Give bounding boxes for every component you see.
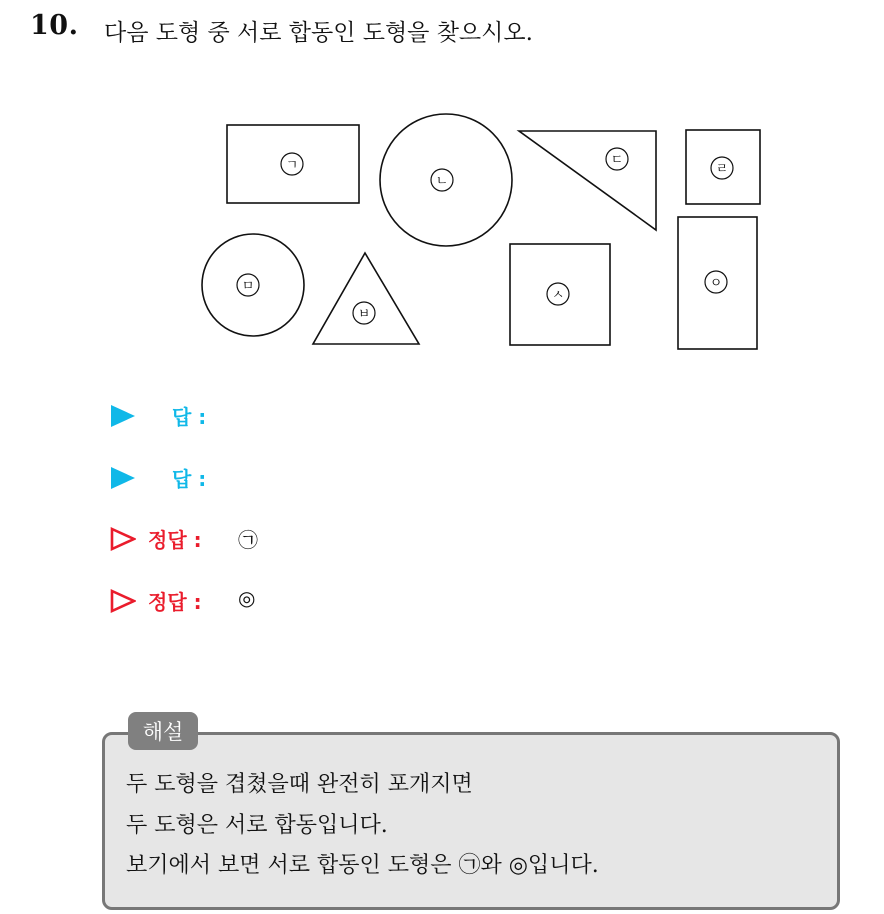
question-text: 다음 도형 중 서로 합동인 도형을 찾으시오.	[104, 20, 533, 46]
outline-arrow-icon	[110, 589, 136, 613]
explanation-line-1: 두 도형을 겹쳤을때 완전히 포개지면	[126, 772, 473, 797]
answer-label: 답 :	[172, 405, 207, 429]
correct-answer-value: ◎	[238, 586, 256, 610]
figure-label-e: ㅁ	[241, 279, 255, 294]
figure-triangle-c	[519, 131, 656, 230]
figure-label-g: ㅅ	[551, 288, 565, 303]
correct-answer-label: 정답 :	[148, 590, 202, 614]
explanation-line-2: 두 도형은 서로 합동입니다.	[126, 813, 388, 838]
correct-answer-value: ㉠	[238, 528, 258, 552]
correct-answer-label: 정답 :	[148, 528, 202, 552]
explanation-tab: 해설	[128, 712, 198, 750]
figure-label-d: ㄹ	[715, 162, 729, 177]
figure-label-c: ㄷ	[610, 153, 624, 168]
question-number: 10.	[30, 10, 79, 41]
figures-diagram	[0, 0, 884, 370]
explanation-line-3: 보기에서 보면 서로 합동인 도형은 ㉠와 ◎입니다.	[126, 853, 599, 878]
figure-label-a: ㄱ	[285, 158, 299, 173]
answer-label: 답 :	[172, 467, 207, 491]
figure-label-h: ㅇ	[709, 276, 723, 291]
play-arrow-icon	[110, 404, 136, 428]
outline-arrow-icon	[110, 527, 136, 551]
play-arrow-icon	[110, 466, 136, 490]
figure-label-b: ㄴ	[435, 174, 449, 189]
figure-triangle-f	[313, 253, 419, 344]
figure-label-f: ㅂ	[357, 307, 371, 322]
